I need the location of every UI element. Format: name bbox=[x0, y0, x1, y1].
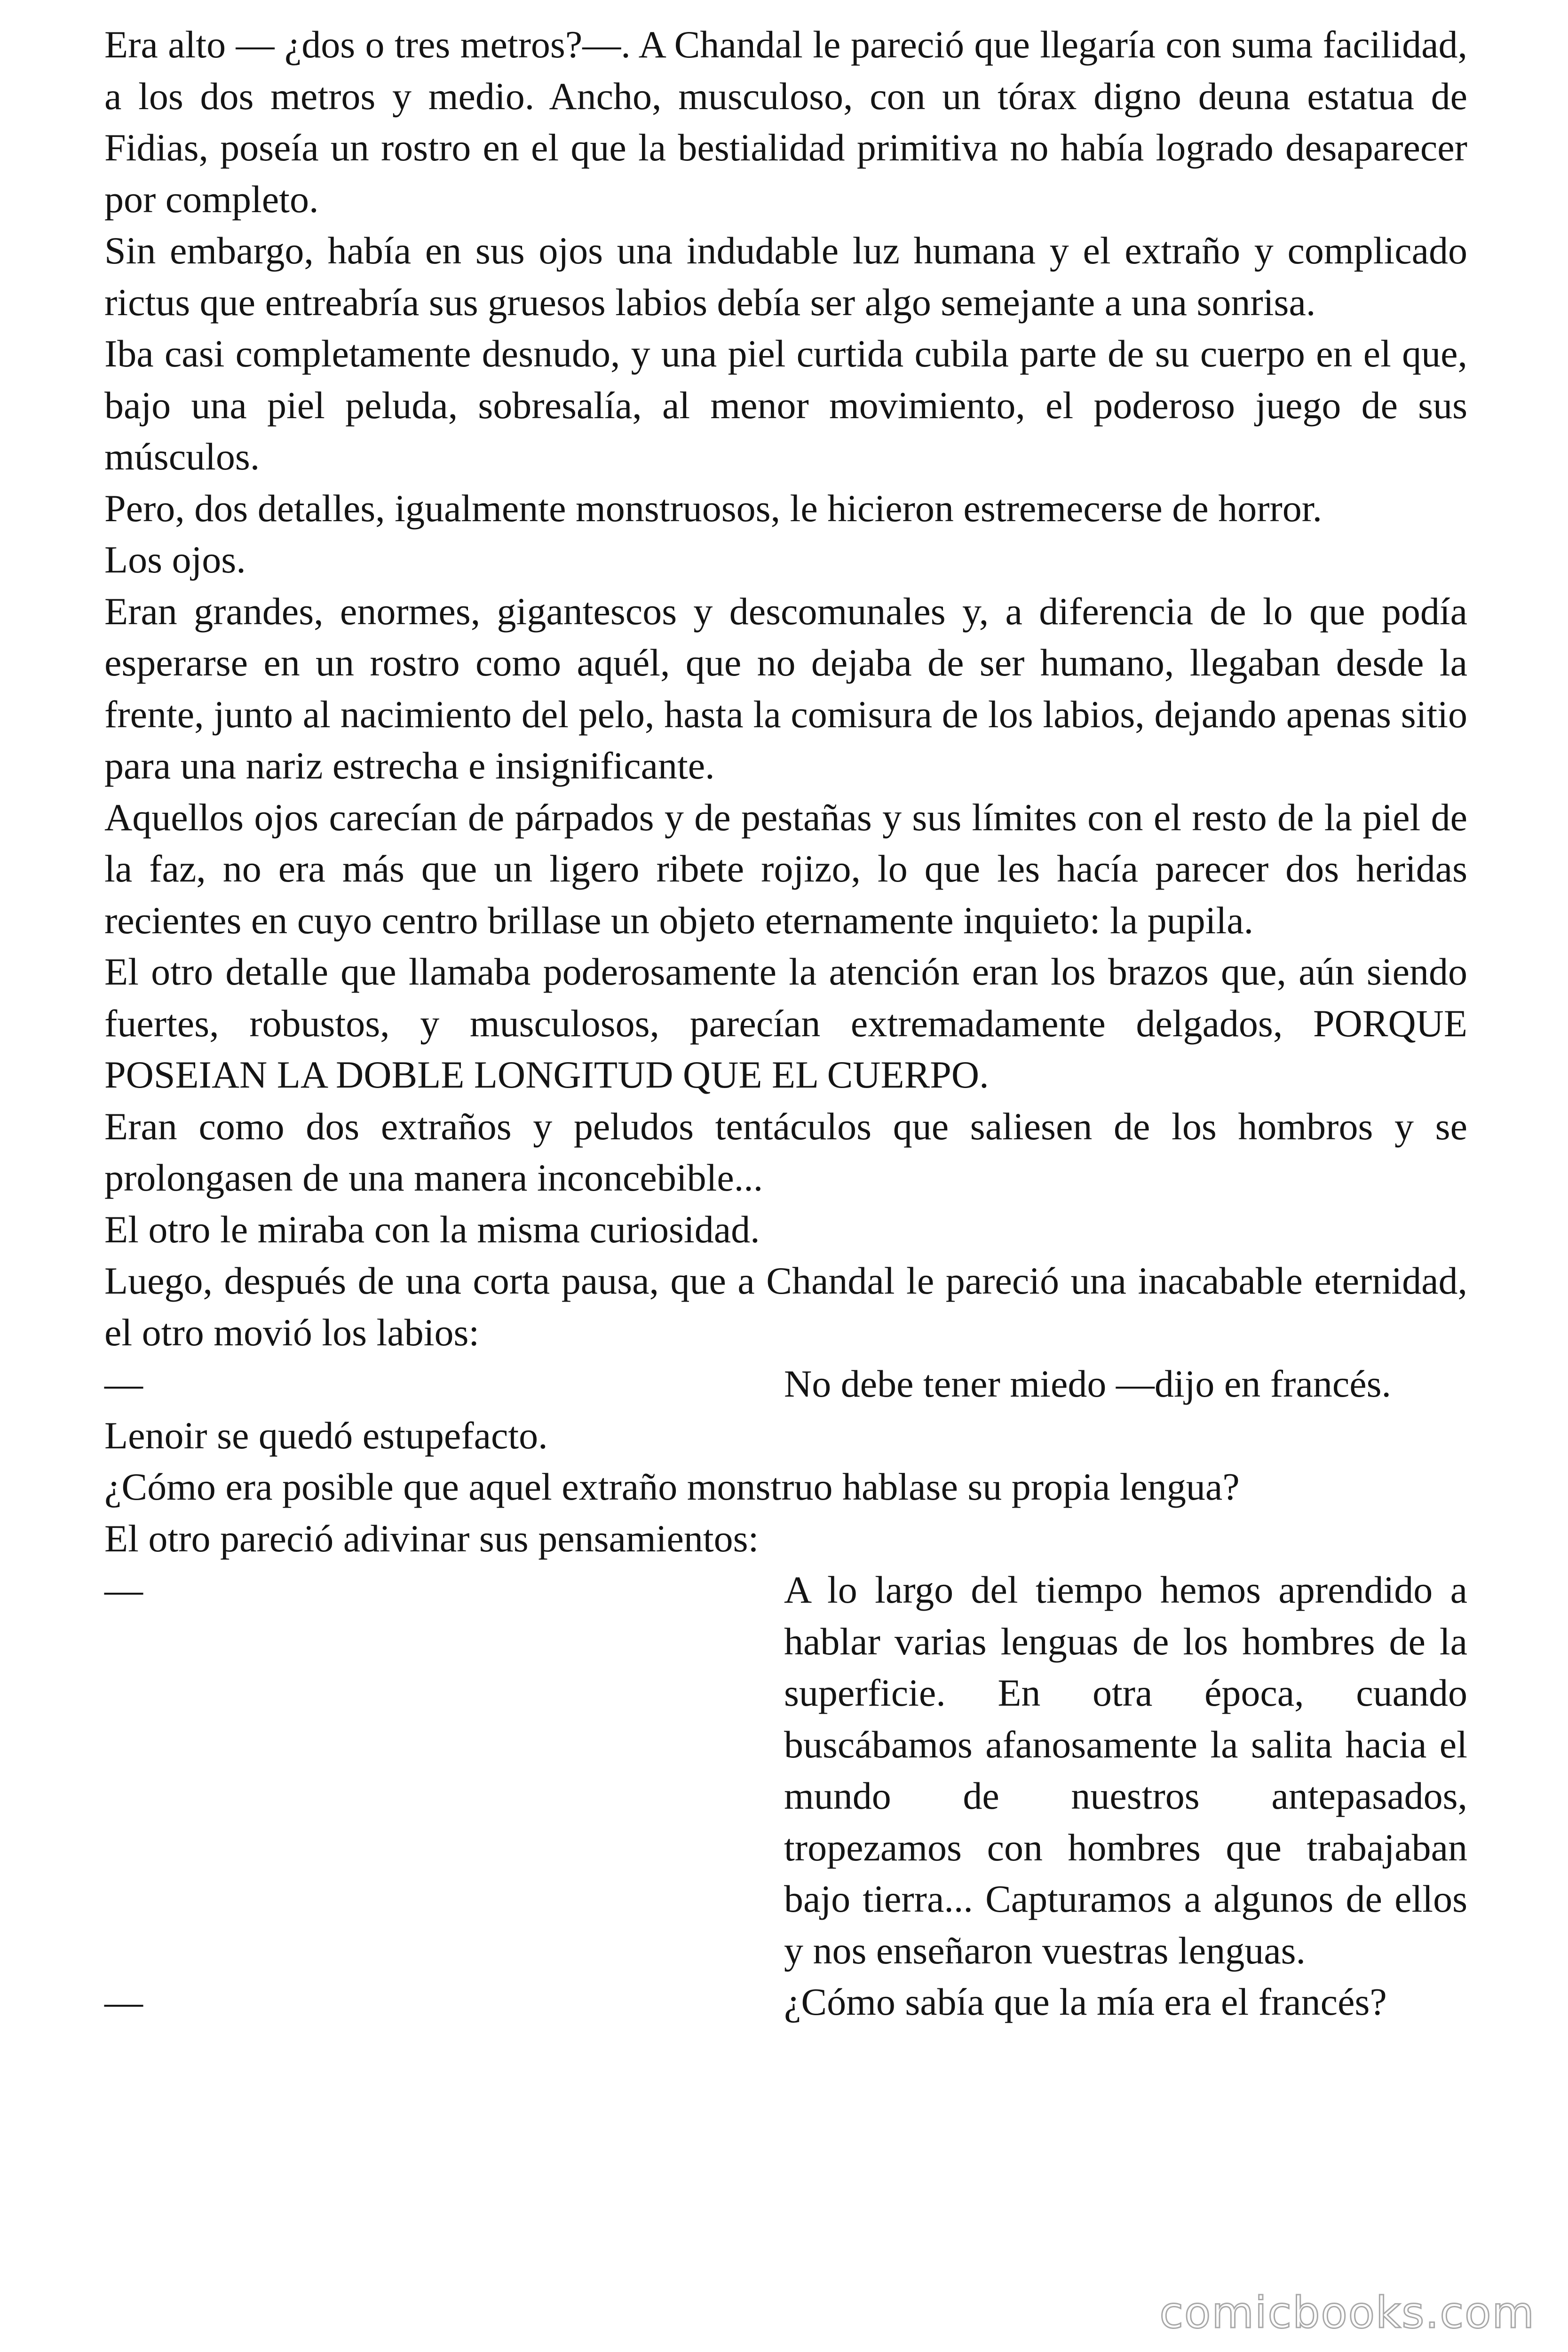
dialogue-line bbox=[104, 1564, 1467, 1976]
paragraph: Lenoir se quedó estupefacto. bbox=[104, 1414, 548, 1457]
dialogue-text: No debe tener miedo —dijo en francés. bbox=[784, 1362, 1392, 1405]
paragraph: Luego, después de una corta pausa, que a Chandal le pareció una inacabable eternidad, el otro movió los labios: bbox=[104, 1259, 1467, 1354]
dialogue-line bbox=[104, 1358, 1467, 1410]
paragraph: El otro le miraba con la misma curiosidad. bbox=[104, 1208, 760, 1251]
paragraph: Eran como dos extraños y peludos tentáculos que saliesen de los hombros y se prolongasen de una manera inconcebible... bbox=[104, 1104, 1467, 1199]
paragraph: Era alto — ¿dos o tres metros?—. A Chandal le pareció que llegaría con suma facilidad, a los dos metros y medio. Ancho, musculoso, con un tórax digno deuna estatua de Fidias, poseía un rostro en el que la bestialidad primitiva no había logrado desaparecer por completo. bbox=[104, 23, 1467, 221]
paragraph: Los ojos. bbox=[104, 538, 246, 581]
paragraph: El otro detalle que llamaba poderosamente la atención eran los brazos que, aún siendo fuertes, robustos, y musculosos, parecían extremadamente delgados, PORQUE POSEIAN LA DOBLE LONGITUD QUE EL CUERPO. bbox=[104, 950, 1467, 1096]
paragraph: Eran grandes, enormes, gigantescos y descomunales y, a diferencia de lo que podía esperarse en un rostro como aquél, que no dejaba de ser humano, llegaban desde la frente, junto al nacimiento del pelo, hasta la comisura de los labios, dejando apenas sitio para una nariz estrecha e insignificante. bbox=[104, 589, 1467, 787]
watermark: comicbooks.com bbox=[1159, 2288, 1535, 2338]
body-text bbox=[104, 19, 1467, 2028]
dialogue-dash: — bbox=[104, 1568, 143, 1611]
paragraph: Sin embargo, había en sus ojos una indudable luz humana y el extraño y complicado rictus que entreabría sus gruesos labios debía ser algo semejante a una sonrisa. bbox=[104, 229, 1467, 324]
paragraph: Iba casi completamente desnudo, y una piel curtida cubila parte de su cuerpo en el que, bajo una piel peluda, sobresalía, al menor movimiento, el poderoso juego de sus músculos. bbox=[104, 332, 1467, 478]
dialogue-dash: — bbox=[104, 1980, 143, 2023]
paragraph: ¿Cómo era posible que aquel extraño monstruo hablase su propia lengua? bbox=[104, 1465, 1240, 1508]
dialogue-line bbox=[104, 1976, 1467, 2028]
paragraph: El otro pareció adivinar sus pensamientos: bbox=[104, 1517, 759, 1560]
paragraph: Aquellos ojos carecían de párpados y de pestañas y sus límites con el resto de la piel de la faz, no era más que un ligero ribete rojizo, lo que les hacía parecer dos heridas recientes en cuyo centro brillase un objeto eternamente inquieto: la pupila. bbox=[104, 795, 1467, 942]
dialogue-dash: — bbox=[104, 1362, 143, 1405]
paragraph: Pero, dos detalles, igualmente monstruosos, le hicieron estremecerse de horror. bbox=[104, 486, 1323, 530]
dialogue-text: A lo largo del tiempo hemos aprendido a hablar varias lenguas de los hombres de la superficie. En otra época, cuando buscábamos afanosamente la salita hacia el mundo de nuestros antepasados, tropezamos con hombres que trabajaban bajo tierra... Capturamos a algunos de ellos y nos enseñaron vuestras lenguas. bbox=[784, 1568, 1467, 1972]
dialogue-text: ¿Cómo sabía que la mía era el francés? bbox=[784, 1980, 1387, 2023]
